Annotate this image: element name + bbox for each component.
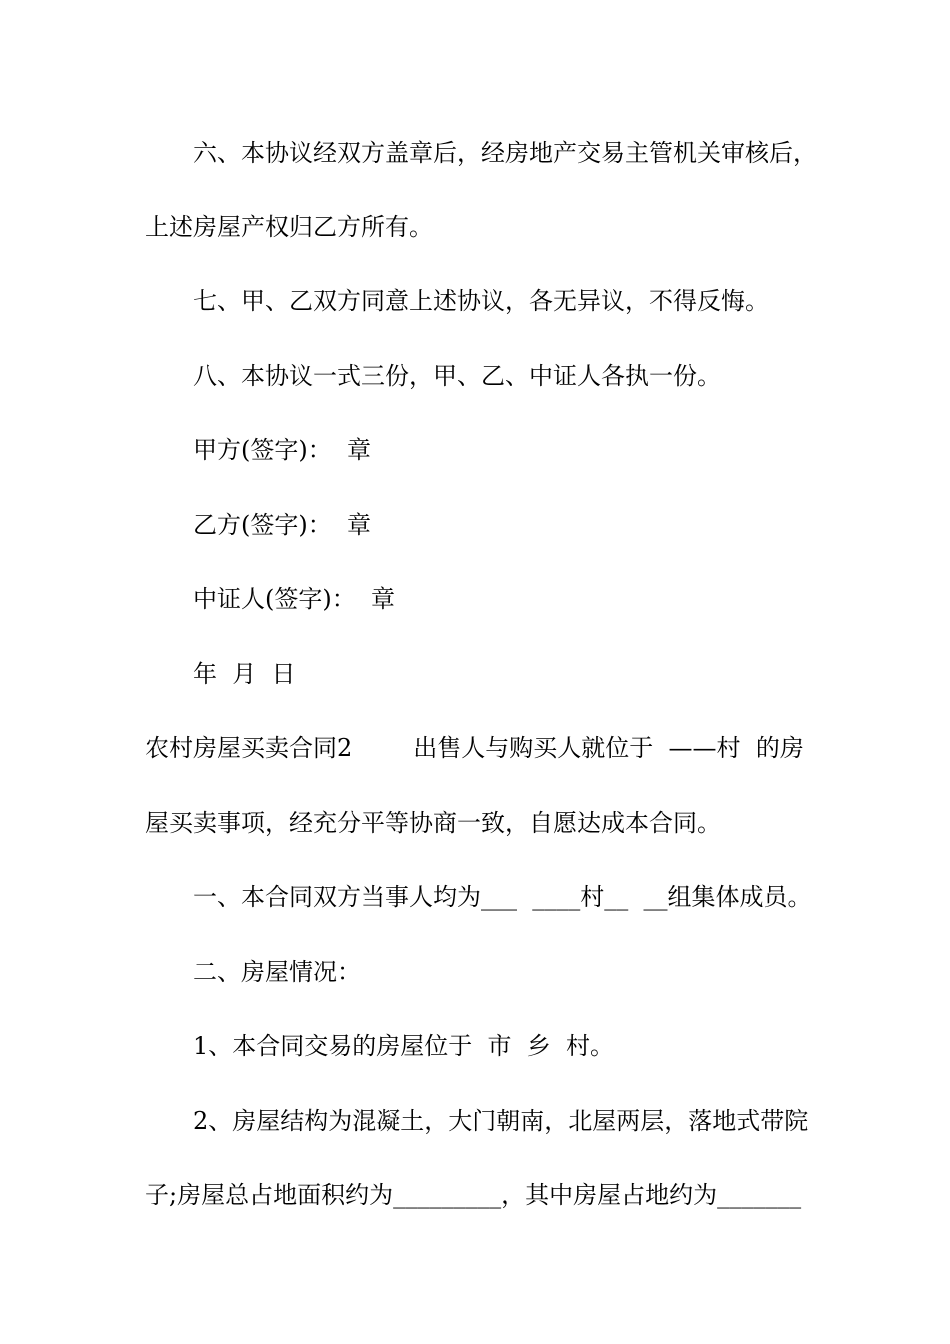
witness-signature: 中证人(签字)： 章 — [193, 585, 395, 613]
clause-7: 七、甲、乙双方同意上述协议，各无异议，不得反悔。 — [193, 287, 769, 315]
signing-date: 年 月 日 — [193, 660, 296, 688]
house-location: 1、本合同交易的房屋位于 市 乡 村。 — [193, 1032, 615, 1060]
house-structure-line-1: 2、房屋结构为混凝土，大门朝南，北屋两层，落地式带院 — [193, 1107, 809, 1135]
clause-6-line-2: 上述房屋产权归乙方所有。 — [145, 213, 433, 241]
clause-6-line-1: 六、本协议经双方盖章后，经房地产交易主管机关审核后， — [193, 139, 817, 167]
house-structure-line-2: 子;房屋总占地面积约为_________，其中房屋占地约为_______ — [145, 1181, 802, 1209]
party-a-signature: 甲方(签字)： 章 — [193, 436, 371, 464]
contract-2-clause-1: 一、本合同双方当事人均为___ ____村__ __组集体成员。 — [193, 883, 812, 911]
contract-2-intro-line-2: 屋买卖事项，经充分平等协商一致，自愿达成本合同。 — [145, 809, 721, 837]
contract-2-clause-2-heading: 二、房屋情况： — [193, 958, 361, 986]
party-b-signature: 乙方(签字)： 章 — [193, 511, 371, 539]
clause-8: 八、本协议一式三份，甲、乙、中证人各执一份。 — [193, 362, 721, 390]
contract-2-intro-line-1: 农村房屋买卖合同2 出售人与购买人就位于 ——村 的房 — [145, 734, 804, 762]
